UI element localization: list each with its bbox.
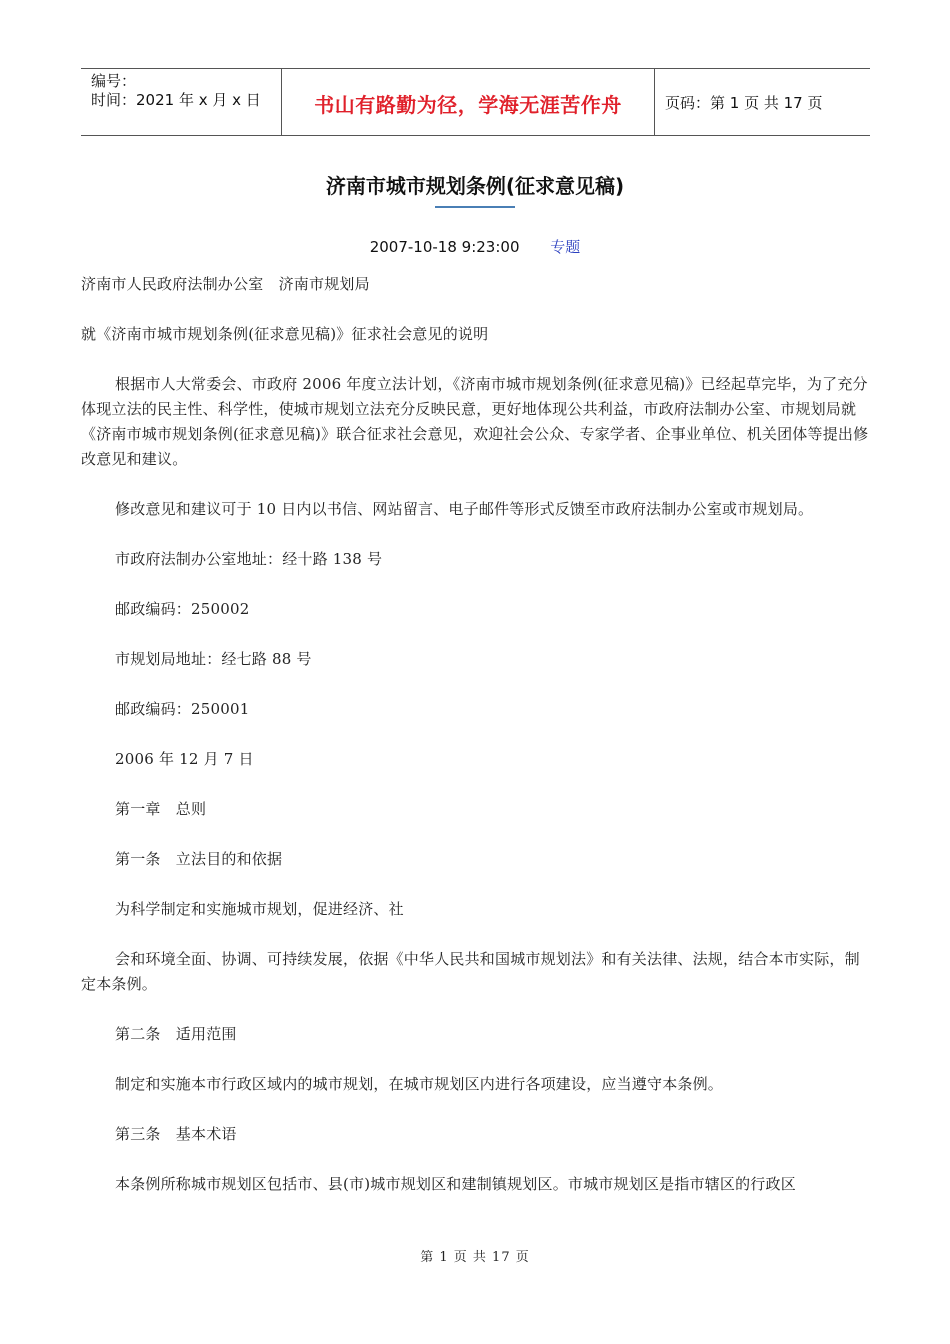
chapter-heading: 第一章 总则	[115, 800, 207, 818]
paragraph-subject: 就《济南市城市规划条例(征求意见稿)》征求社会意见的说明	[81, 325, 489, 343]
topic-link[interactable]: 专题	[550, 238, 581, 256]
header-page-info: 页码：第 1 页 共 17 页	[665, 93, 823, 112]
publish-meta	[0, 236, 950, 257]
paragraph-date: 2006 年 12 月 7 日	[115, 750, 254, 768]
article-3-text: 本条例所称城市规划区包括市、县(市)城市规划区和建制镇规划区。市城市规划区是指市辖区的行政区	[115, 1175, 796, 1193]
article-1-heading: 第一条 立法目的和依据	[115, 850, 283, 868]
header-number-label: 编号：	[91, 72, 137, 90]
article-1-text-b: 会和环境全面、协调、可持续发展，依据《中华人民共和国城市规划法》和有关法律、法规，结合本市实际，制定本条例。	[81, 950, 860, 993]
article-1-text-a: 为科学制定和实施城市规划，促进经济、社	[115, 900, 404, 918]
article-2-text: 制定和实施本市行政区域内的城市规划，在城市规划区内进行各项建设，应当遵守本条例。	[115, 1075, 724, 1093]
paragraph-postcode-2: 邮政编码：250001	[115, 700, 250, 718]
publish-datetime: 2007-10-18 9:23:00	[369, 238, 520, 256]
header-date-label: 时间：2021 年 x 月 x 日	[91, 91, 261, 109]
header-motto: 书山有路勤为径，学海无涯苦作舟	[282, 69, 655, 135]
paragraph-planning-bureau-address: 市规划局地址：经七路 88 号	[115, 650, 312, 668]
paragraph-postcode-1: 邮政编码：250002	[115, 600, 250, 618]
paragraph-feedback: 修改意见和建议可于 10 日内以书信、网站留言、电子邮件等形式反馈至市政府法制办公室或市规划局。	[115, 500, 814, 518]
paragraph-intro: 根据市人大常委会、市政府 2006 年度立法计划，《济南市城市规划条例(征求意见稿)》已经起草完毕，为了充分体现立法的民主性、科学性，使城市规划立法充分反映民意，更好地体现公共利益，市政府法制办公室、市规划局就《济南市城市规划条例(征求意见稿)》联合征求社会意见，欢迎社会公众、专家学者、企事业单位、机关团体等提出修改意见和建议。	[81, 375, 869, 468]
page-footer: 第 1 页 共 17 页	[420, 1250, 530, 1265]
article-2-heading: 第二条 适用范围	[115, 1025, 237, 1043]
document-header	[81, 68, 870, 136]
paragraph-legal-office-address: 市政府法制办公室地址：经十路 138 号	[115, 550, 383, 568]
page-title: 济南市城市规划条例(征求意见稿)	[325, 174, 625, 198]
paragraph-issuers: 济南市人民政府法制办公室 济南市规划局	[81, 275, 370, 293]
header-meta-cell	[81, 69, 282, 135]
article-3-heading: 第三条 基本术语	[115, 1125, 237, 1143]
title-underline	[435, 206, 515, 208]
document-body	[81, 272, 870, 1222]
